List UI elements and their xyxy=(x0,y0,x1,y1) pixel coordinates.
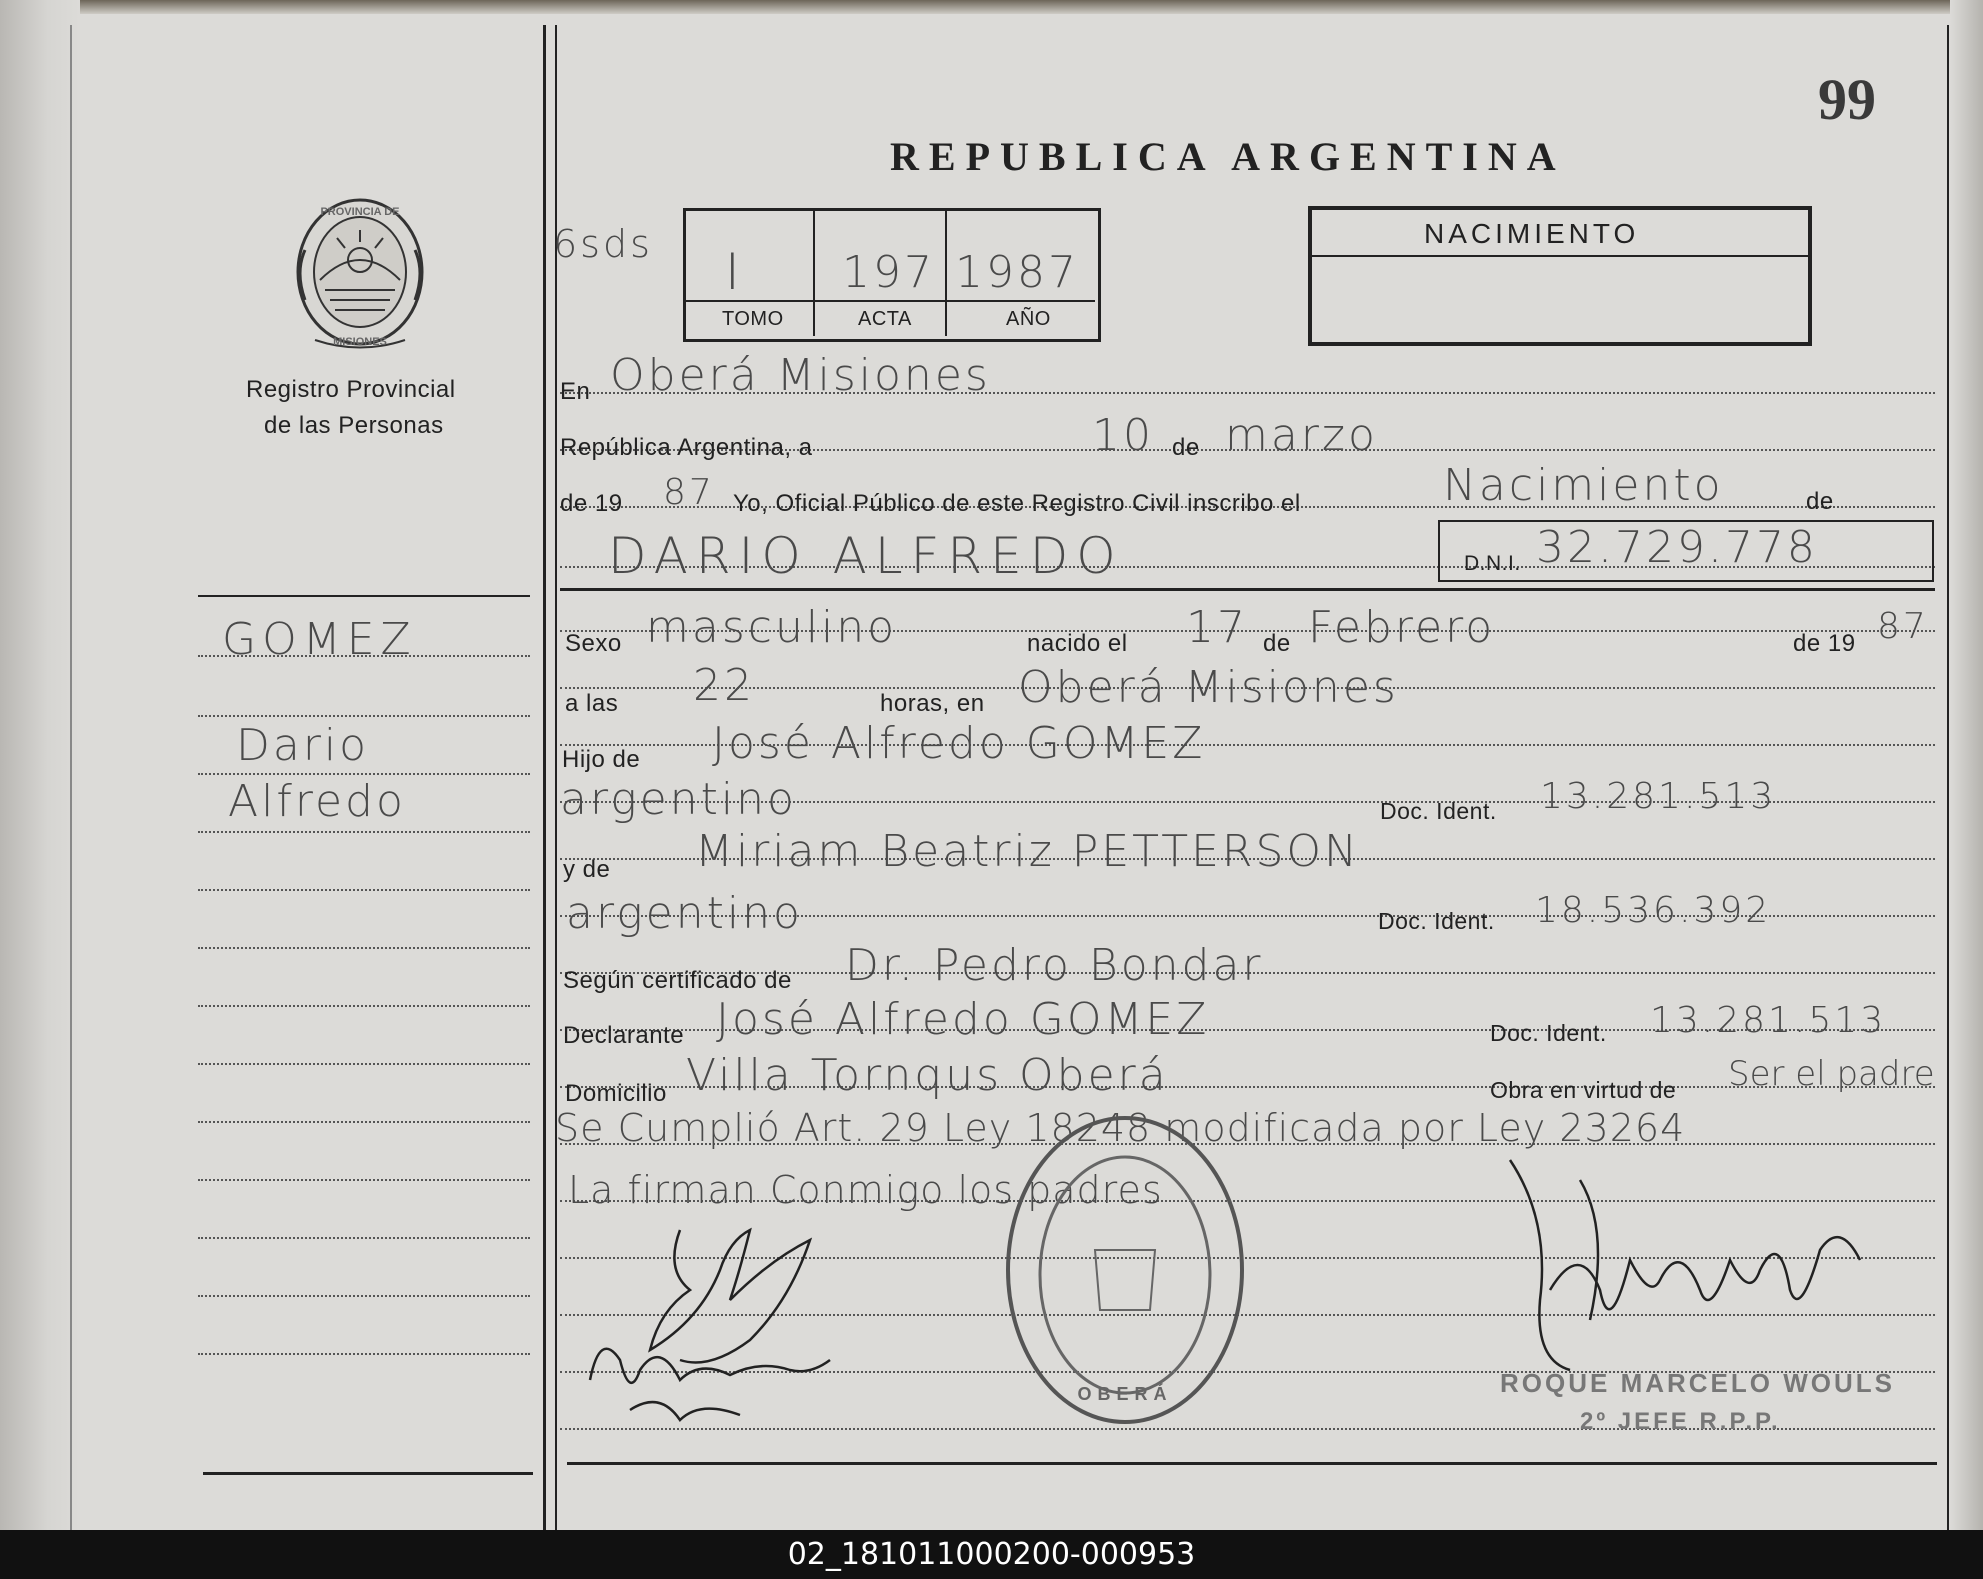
birth-year-suffix: 87 xyxy=(1877,606,1929,647)
month-value: marzo xyxy=(1225,410,1378,461)
birth-year-prefix: de 19 xyxy=(1793,630,1856,657)
en-label: En xyxy=(560,378,591,405)
mother-doc-label: Doc. Ident. xyxy=(1378,908,1495,934)
registry-name-line2: de las Personas xyxy=(264,412,444,439)
officer-name: ROQUE MARCELO WOULS xyxy=(1500,1368,1895,1398)
place-value: Oberá Misiones xyxy=(610,350,991,401)
office-note: 6sds xyxy=(553,222,653,266)
book-top-edge xyxy=(0,0,1983,14)
book-spine xyxy=(0,0,80,1530)
hour-value: 22 xyxy=(693,660,755,711)
gutter-line xyxy=(70,25,72,1530)
document-title: REPUBLICA ARGENTINA xyxy=(890,134,1566,179)
officer-signature xyxy=(1490,1140,1880,1400)
a-las-label: a las xyxy=(565,690,619,717)
de-label-2: de xyxy=(1806,488,1834,515)
tomo-label: TOMO xyxy=(722,308,784,330)
margin-ruled-lines xyxy=(198,655,530,1355)
birth-month: Febrero xyxy=(1308,602,1496,653)
father-doc-label: Doc. Ident. xyxy=(1380,798,1497,824)
certificado-value: Dr. Pedro Bondar xyxy=(845,940,1264,991)
margin-given-name-2: Alfredo xyxy=(228,776,406,827)
declarante-value: José Alfredo GOMEZ xyxy=(716,994,1210,1045)
father-nationality: argentino xyxy=(560,774,797,825)
note-line-2: La firman Conmigo los padres xyxy=(568,1168,1163,1212)
form-bottom-rule xyxy=(567,1462,1937,1465)
registry-name-line1: Registro Provincial xyxy=(246,376,456,403)
declarante-doc-label: Doc. Ident. xyxy=(1490,1020,1607,1046)
ref-box-rule xyxy=(686,300,1095,302)
officer-title: 2º JEFE R.P.P. xyxy=(1580,1408,1781,1435)
father-doc: 13.281.513 xyxy=(1540,776,1777,817)
tomo-value: I xyxy=(725,243,743,301)
father-name: José Alfredo GOMEZ xyxy=(712,718,1206,769)
provincial-coat-of-arms-icon xyxy=(285,190,435,355)
obra-value: Ser el padre xyxy=(1728,1054,1935,1094)
seal-text-bottom: MISIONES xyxy=(333,336,387,348)
mother-doc: 18.536.392 xyxy=(1535,890,1772,931)
declarante-doc: 13.281.513 xyxy=(1650,1000,1887,1041)
page-number: 99 xyxy=(1818,67,1876,132)
horas-label: horas, en xyxy=(880,690,985,717)
domicilio-label: Domicilio xyxy=(565,1080,667,1107)
hijo-label: Hijo de xyxy=(562,746,641,773)
declarante-label: Declarante xyxy=(563,1022,685,1049)
certificado-label: Según certificado de xyxy=(563,967,792,994)
oficial-statement: Yo, Oficial Público de este Registro Civil inscribo el xyxy=(733,490,1301,517)
mother-nationality: argentino xyxy=(566,888,803,939)
official-seal-stamp xyxy=(1000,1110,1250,1430)
birth-place: Oberá Misiones xyxy=(1018,662,1399,713)
form-section-rule xyxy=(560,588,1935,591)
right-border xyxy=(1947,25,1949,1530)
ref-box-divider-2 xyxy=(945,210,947,336)
republica-label: República Argentina, a xyxy=(560,434,813,461)
ano-value: 1987 xyxy=(955,247,1079,298)
margin-bottom-rule xyxy=(203,1472,533,1475)
margin-top-rule xyxy=(198,595,530,597)
parent-signatures xyxy=(570,1210,850,1440)
acta-value: 197 xyxy=(842,247,935,298)
de-label-3: de xyxy=(1263,630,1291,657)
sexo-label: Sexo xyxy=(565,630,622,657)
column-separator xyxy=(543,25,546,1530)
de-label: de xyxy=(1172,434,1200,461)
mother-name: Miriam Beatriz PETTERSON xyxy=(695,826,1360,877)
acta-label: ACTA xyxy=(858,308,912,330)
note-line-1: Se Cumplió Art. 29 Ley 18248 modificada por Ley 23264 xyxy=(555,1106,1686,1150)
year-suffix: 87 xyxy=(663,472,715,513)
margin-surname: GOMEZ xyxy=(222,614,417,665)
seal-text-top: PROVINCIA DE xyxy=(320,206,400,218)
sexo-value: masculino xyxy=(646,602,898,653)
birth-day: 17 xyxy=(1186,602,1248,653)
official-seal-ring-text xyxy=(985,1110,986,1111)
day-value: 10 xyxy=(1092,410,1154,461)
obra-label: Obra en virtud de xyxy=(1490,1077,1677,1103)
nacido-label: nacido el xyxy=(1027,630,1128,657)
year-prefix: de 19 xyxy=(560,490,623,517)
ano-label: AÑO xyxy=(1006,308,1051,330)
dni-value: 32.729.778 xyxy=(1536,522,1818,573)
domicilio-value: Villa Tornqus Oberá xyxy=(686,1050,1169,1101)
margin-given-name-1: Dario xyxy=(236,720,370,771)
child-name: DARIO ALFREDO xyxy=(608,527,1124,585)
y-de-label: y de xyxy=(563,856,611,883)
record-type-label: NACIMIENTO xyxy=(1424,218,1640,249)
book-right-edge xyxy=(1950,0,1983,1530)
official-seal-city: OBERÁ xyxy=(1077,1384,1173,1404)
dni-label: D.N.I. xyxy=(1464,552,1521,575)
image-id-footer: 02_181011000200-000953 xyxy=(0,1530,1983,1579)
act-type-value: Nacimiento xyxy=(1443,460,1724,511)
ref-box-divider-1 xyxy=(813,210,815,336)
record-type-rule xyxy=(1312,255,1808,257)
